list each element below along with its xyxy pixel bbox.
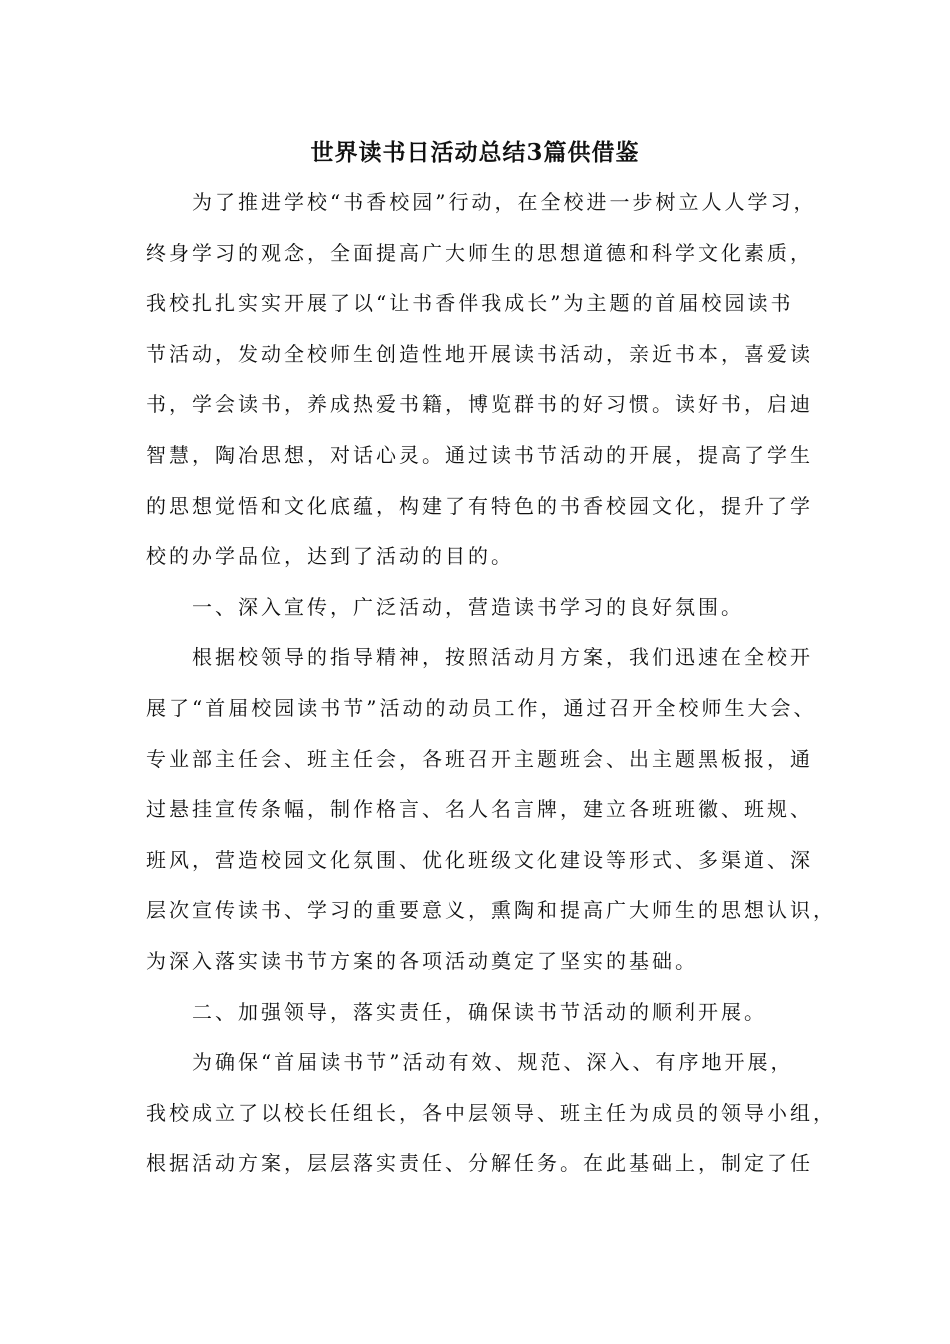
paragraph-line: 根据校领导的指导精神，按照活动月方案，我们迅速在全校开	[192, 645, 813, 670]
paragraph-line: 展了“首届校园读书节”活动的动员工作，通过召开全校师生大会、	[146, 695, 817, 720]
paragraph-line: 根据活动方案，层层落实责任、分解任务。在此基础上，制定了任	[146, 1151, 813, 1176]
paragraph-line: 校的办学品位，达到了活动的目的。	[146, 544, 514, 569]
paragraph-line: 为了推进学校“书香校园”行动，在全校进一步树立人人学习，	[192, 190, 817, 214]
paragraph-line: 节活动，发动全校师生创造性地开展读书活动，亲近书本，喜爱读	[146, 341, 813, 366]
paragraph-line: 为深入落实读书节方案的各项活动奠定了坚实的基础。	[146, 948, 698, 973]
paragraph-line: 终身学习的观念，全面提高广大师生的思想道德和科学文化素质，	[146, 240, 813, 265]
paragraph-line: 的思想觉悟和文化底蕴，构建了有特色的书香校园文化，提升了学	[146, 493, 813, 518]
document-body	[146, 177, 836, 1189]
paragraph-line: 为确保“首届读书节”活动有效、规范、深入、有序地开展，	[192, 1050, 794, 1075]
paragraph-line: 我校扎扎实实开展了以“让书香伴我成长”为主题的首届校园读书	[146, 291, 794, 316]
paragraph-line: 书，学会读书，养成热爱书籍，博览群书的好习惯。读好书，启迪	[146, 392, 813, 417]
document-title: 世界读书日活动总结3篇供借鉴	[310, 139, 640, 166]
paragraph-line: 层次宣传读书、学习的重要意义，熏陶和提高广大师生的思想认识，	[146, 898, 836, 923]
paragraph-line: 过悬挂宣传条幅，制作格言、名人名言牌，建立各班班徽、班规、	[146, 797, 813, 822]
section-heading: 一、深入宣传，广泛活动，营造读书学习的良好氛围。	[192, 594, 744, 619]
paragraph-line: 专业部主任会、班主任会，各班召开主题班会、出主题黑板报，通	[146, 746, 813, 771]
paragraph-line: 智慧，陶冶思想，对话心灵。通过读书节活动的开展，提高了学生	[146, 442, 813, 467]
paragraph-line: 班风，营造校园文化氛围、优化班级文化建设等形式、多渠道、深	[146, 847, 813, 872]
paragraph-line: 我校成立了以校长任组长，各中层领导、班主任为成员的领导小组，	[146, 1100, 836, 1125]
section-heading: 二、加强领导，落实责任，确保读书节活动的顺利开展。	[192, 999, 767, 1024]
